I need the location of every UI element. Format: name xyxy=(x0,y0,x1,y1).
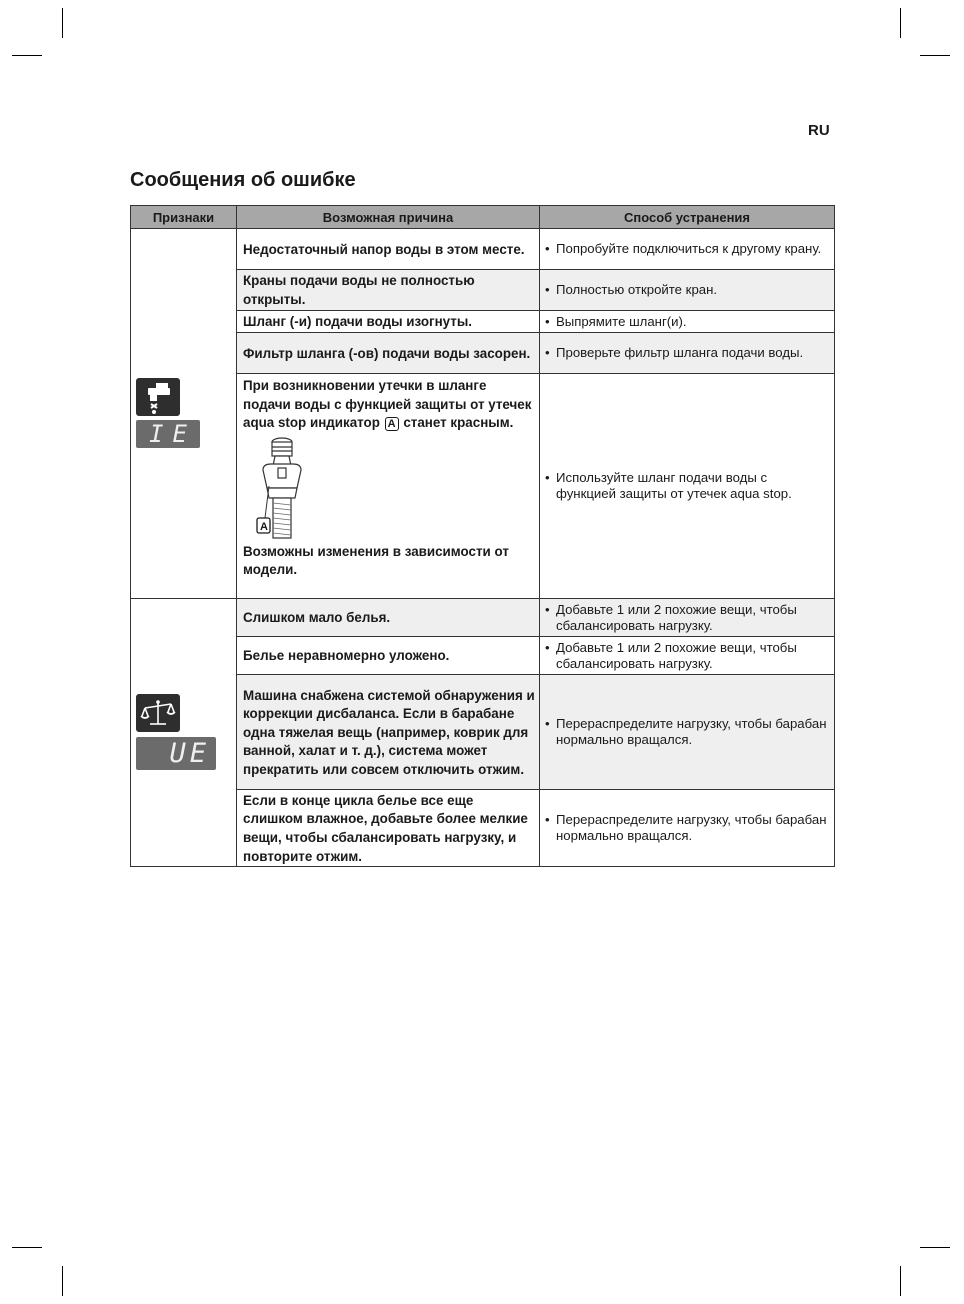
solution-text: Добавьте 1 или 2 похожие вещи, чтобы сбалансировать нагрузку. xyxy=(556,639,797,671)
solution-cell xyxy=(539,598,835,637)
cause-cell: Если в конце цикла белье все еще слишком влажное, добавьте более мелкие вещи, чтобы сбалансировать нагрузку, и повторите отжим. xyxy=(236,789,540,867)
solution-text: Попробуйте подключиться к другому крану. xyxy=(556,241,822,257)
solution-cell xyxy=(539,789,835,867)
scale-icon xyxy=(136,694,180,732)
bullet-icon: • xyxy=(545,716,550,732)
crop-mark xyxy=(900,8,901,38)
crop-mark xyxy=(62,1266,63,1296)
solution-text: Выпрямите шланг(и). xyxy=(556,313,687,329)
solution-cell xyxy=(539,332,835,374)
symptom-cell-ue xyxy=(130,598,237,867)
model-note: Возможны изменения в зависимости от модели. xyxy=(243,543,509,578)
cause-cell-aqua-stop xyxy=(236,373,540,599)
cause-cell: Шланг (-и) подачи воды изогнуты. xyxy=(236,310,540,333)
bullet-icon: • xyxy=(545,282,550,298)
cause-cell: Краны подачи воды не полностью открыты. xyxy=(236,269,540,311)
marker-a: A xyxy=(385,417,399,431)
bullet-icon: • xyxy=(545,345,550,361)
solution-cell xyxy=(539,228,835,270)
solution-cell xyxy=(539,269,835,311)
cause-cell: Недостаточный напор воды в этом месте. xyxy=(236,228,540,270)
crop-mark xyxy=(62,8,63,38)
crop-mark xyxy=(12,1247,42,1248)
header-symptom: Признаки xyxy=(130,205,237,229)
bullet-icon: • xyxy=(545,812,550,828)
solution-text: Добавьте 1 или 2 похожие вещи, чтобы сбалансировать нагрузку. xyxy=(556,601,797,633)
solution-text: Перераспределите нагрузку, чтобы барабан нормально вращался. xyxy=(556,716,827,747)
bullet-icon: • xyxy=(545,601,550,617)
bullet-icon: • xyxy=(545,639,550,655)
error-code-display-ie: IE xyxy=(136,420,200,448)
bullet-icon: • xyxy=(545,241,550,257)
language-label: RU xyxy=(808,122,830,139)
cause-cell: Слишком мало белья. xyxy=(236,598,540,637)
page-title: Сообщения об ошибке xyxy=(130,169,356,191)
cause-cell: Машина снабжена системой обнаружения и коррекции дисбаланса. Если в барабане одна тяжелая вещь (например, коврик для ванной, халат и т. д.), система может прекратить или совсем отключить отжим. xyxy=(236,674,540,790)
header-cause: Возможная причина xyxy=(236,205,540,229)
solution-text: Проверьте фильтр шланга подачи воды. xyxy=(556,345,804,361)
cause-cell: Белье неравномерно уложено. xyxy=(236,636,540,675)
solution-text: Используйте шланг подачи воды с функцией защиты от утечек aqua stop. xyxy=(556,470,792,501)
solution-cell xyxy=(539,310,835,333)
crop-mark xyxy=(920,55,950,56)
crop-mark xyxy=(12,55,42,56)
faucet-icon xyxy=(136,378,180,416)
bullet-icon: • xyxy=(545,470,550,486)
solution-cell xyxy=(539,674,835,790)
bullet-icon: • xyxy=(545,313,550,329)
solution-text: Перераспределите нагрузку, чтобы барабан нормально вращался. xyxy=(556,812,827,843)
aqua-stop-hose-illustration xyxy=(249,436,339,540)
crop-mark xyxy=(920,1247,950,1248)
solution-cell xyxy=(539,373,835,599)
solution-cell xyxy=(539,636,835,675)
water-tap-icon xyxy=(136,378,180,416)
aqua-stop-text: При возникновении утечки в шланге подачи воды с функцией защиты от утечек aqua stop индикатор A станет красным. xyxy=(243,378,532,431)
balance-scale-icon xyxy=(136,694,180,732)
crop-mark xyxy=(900,1266,901,1296)
marker-a-label: A xyxy=(260,520,268,533)
error-code-display-ue: UE xyxy=(136,737,216,770)
solution-text: Полностью откройте кран. xyxy=(556,282,718,298)
header-solution: Способ устранения xyxy=(539,205,835,229)
cause-cell: Фильтр шланга (-ов) подачи воды засорен. xyxy=(236,332,540,374)
